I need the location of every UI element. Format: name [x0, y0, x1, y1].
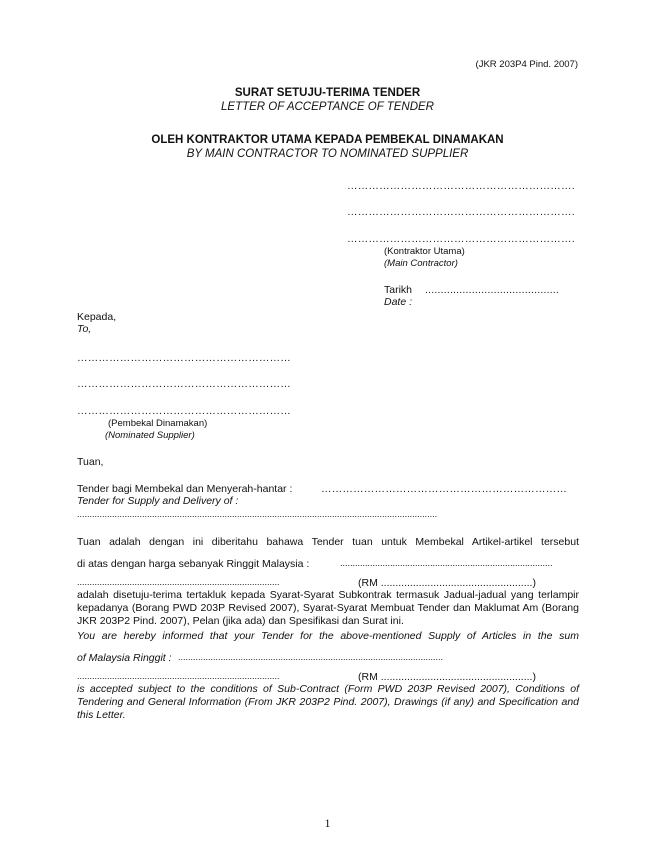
amount-words-en-field[interactable]: ..........................................................................................................: [178, 652, 444, 662]
salutation: Tuan,: [77, 456, 104, 468]
supplier-address-line-2[interactable]: ……………………………………………………: [77, 378, 291, 390]
contractor-address-line-2[interactable]: ……………………………………………………….: [347, 206, 575, 218]
supplier-label: (Pembekal Dinamakan): [108, 418, 208, 429]
para2-en-line-2: of Malaysia Ringgit :: [77, 652, 172, 664]
amount-rm-field[interactable]: (RM ....................................................): [358, 577, 536, 589]
to-label-en: To,: [77, 323, 92, 335]
title-sub-en: BY MAIN CONTRACTOR TO NOMINATED SUPPLIER: [186, 148, 469, 160]
supplier-address-line-1[interactable]: ……………………………………………………: [77, 352, 291, 364]
amount-rm-en-field[interactable]: (RM ....................................................): [358, 671, 536, 683]
para2-text: adalah disetuju-terima tertakluk kepada Syarat-Syarat Subkontrak termasuk Jadual-jadual yang terlampir kepadanya (Borang PWD 203P Revised 2007), Syarat-Syarat Membuat Tender dan Maklumat Am (Borang JKR 203P2 Pind. 2007), Pelan (jika ada) dan Spesifikasi dan Surat ini.: [77, 589, 579, 627]
contractor-address-line-1[interactable]: ……………………………………………………….: [347, 180, 575, 192]
amount-words-field-2[interactable]: .................................................................................: [77, 577, 280, 587]
tender-label: Tender bagi Membekal dan Menyerah-hantar :: [77, 483, 293, 495]
contractor-label-en: (Main Contractor): [384, 258, 458, 269]
date-label: Tarikh: [384, 284, 413, 296]
page-number: 1: [324, 816, 331, 830]
date-label-en: Date :: [384, 296, 413, 308]
amount-words-field[interactable]: .....................................................................................: [340, 558, 553, 568]
amount-words-en-field-2[interactable]: .................................................................................: [77, 671, 280, 681]
to-label: Kepada,: [77, 311, 117, 323]
tender-field[interactable]: ……………………………………………………………: [321, 483, 568, 495]
supplier-label-en: (Nominated Supplier): [105, 430, 195, 441]
title-main: SURAT SETUJU-TERIMA TENDER: [234, 87, 421, 99]
tender-field-line-2[interactable]: ................................................................................................................................................: [77, 509, 438, 519]
supplier-address-line-3[interactable]: ……………………………………………………: [77, 405, 291, 417]
form-reference: (JKR 203P4 Pind. 2007): [475, 59, 578, 70]
date-field[interactable]: ...........................................: [425, 284, 560, 296]
contractor-label: (Kontraktor Utama): [384, 246, 465, 257]
para1-line-2: di atas dengan harga sebanyak Ringgit Malaysia :: [77, 558, 310, 570]
contractor-address-line-3[interactable]: ……………………………………………………….: [347, 233, 575, 245]
title-sub: OLEH KONTRAKTOR UTAMA KEPADA PEMBEKAL DINAMAKAN: [151, 134, 504, 146]
title-main-en: LETTER OF ACCEPTANCE OF TENDER: [221, 101, 434, 113]
tender-label-en: Tender for Supply and Delivery of :: [77, 495, 239, 507]
para1-line-1: Tuan adalah dengan ini diberitahu bahawa Tender tuan untuk Membekal Artikel-artikel tersebut: [77, 536, 579, 548]
para3-en-text: is accepted subject to the conditions of Sub-Contract (Form PWD 203P Revised 2007), Conditions of Tendering and General Information (From JKR 203P2 Pind. 2007), Drawings (if any) and Specification and this Letter.: [77, 683, 579, 721]
para2-en-line-1: You are hereby informed that your Tender for the above-mentioned Supply of Articles in the sum: [77, 630, 579, 642]
